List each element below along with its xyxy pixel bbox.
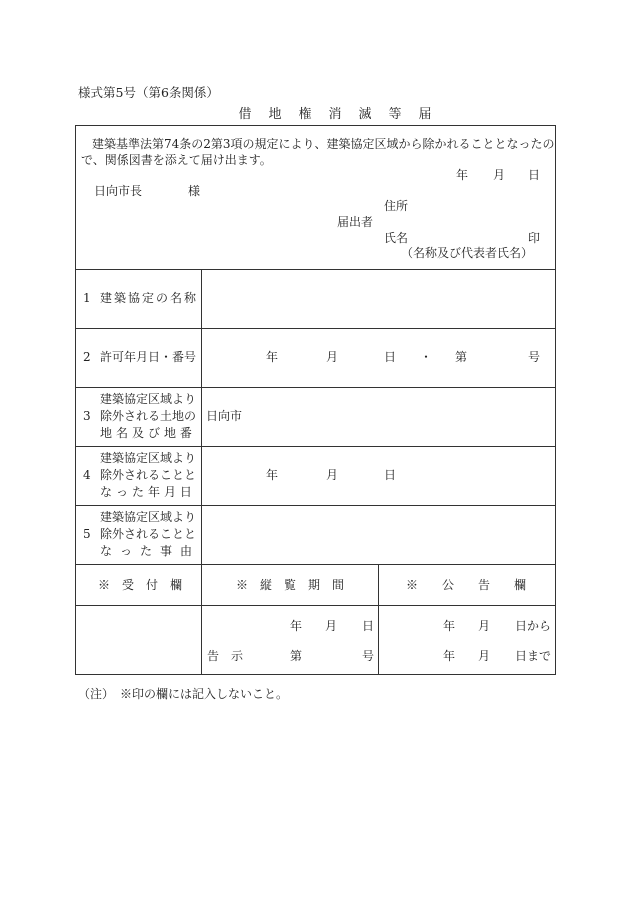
row-label: 許可年月日・番号 bbox=[100, 350, 197, 364]
date-month: 月 bbox=[493, 168, 506, 182]
address-label: 住所 bbox=[384, 199, 409, 213]
title-char: 消 bbox=[328, 107, 342, 122]
title-char: 権 bbox=[298, 107, 312, 122]
publish-month-until: 月 bbox=[478, 649, 491, 663]
row-label-line bbox=[100, 543, 192, 560]
date-day: 日 bbox=[528, 168, 541, 182]
row-label-line bbox=[100, 484, 192, 501]
row-divider bbox=[76, 269, 555, 270]
label-char: っ bbox=[115, 485, 128, 499]
row-label bbox=[100, 450, 196, 501]
row-divider bbox=[76, 328, 555, 329]
publish-month-from: 月 bbox=[478, 619, 491, 633]
inspection-header: ※ 縦 覧 期 間 bbox=[236, 578, 345, 592]
notice-header: ※ 公 告 欄 bbox=[406, 578, 527, 592]
label-char: 地 bbox=[100, 426, 113, 440]
inspection-day: 日 bbox=[362, 619, 375, 633]
label-char: 地 bbox=[163, 426, 176, 440]
permit-month: 月 bbox=[326, 350, 339, 364]
row-divider bbox=[76, 505, 555, 506]
row-divider bbox=[76, 387, 555, 388]
removal-year: 年 bbox=[266, 468, 279, 482]
publish-from: 日から bbox=[515, 619, 552, 633]
row-label-line bbox=[100, 425, 192, 442]
label-char: 事 bbox=[159, 544, 172, 558]
permit-go: 号 bbox=[528, 350, 541, 364]
label-char: 番 bbox=[179, 426, 192, 440]
label-char: た bbox=[131, 485, 144, 499]
inspection-month: 月 bbox=[325, 619, 338, 633]
row-number: 3 bbox=[83, 409, 91, 423]
form-title bbox=[230, 103, 440, 122]
seal-mark: 印 bbox=[528, 231, 541, 245]
publish-year-until: 年 bbox=[443, 649, 456, 663]
inspection-year: 年 bbox=[290, 619, 303, 633]
publish-year-from: 年 bbox=[443, 619, 456, 633]
label-char: た bbox=[139, 544, 152, 558]
label-char: び bbox=[147, 426, 160, 440]
label-char: 名 bbox=[115, 426, 128, 440]
row-divider bbox=[76, 564, 555, 565]
row-number: 5 bbox=[83, 527, 91, 541]
receipt-header: ※ 受 付 欄 bbox=[98, 578, 183, 592]
row-label-line: 建築協定区域より bbox=[100, 451, 197, 465]
label-char: 及 bbox=[131, 426, 144, 440]
row-label-line: 除外されることと bbox=[100, 468, 197, 482]
form-frame bbox=[75, 125, 556, 675]
date-year: 年 bbox=[456, 168, 469, 182]
title-char: 借 bbox=[238, 107, 252, 122]
row-label bbox=[100, 509, 196, 560]
removal-month: 月 bbox=[326, 468, 339, 482]
row-number: 2 bbox=[83, 350, 91, 364]
honorific: 様 bbox=[188, 184, 201, 198]
row-label bbox=[100, 391, 196, 442]
row-label: 建築協定の名称 bbox=[100, 291, 199, 305]
row-divider bbox=[76, 446, 555, 447]
statement-line1: 建築基準法第74条の2第3項の規定により、建築協定区域から除かれることとなったの bbox=[92, 137, 555, 151]
label-char: 年 bbox=[147, 485, 160, 499]
notice-go: 号 bbox=[362, 649, 375, 663]
form-code: 様式第5号（第6条関係） bbox=[78, 85, 219, 100]
removal-day: 日 bbox=[384, 468, 397, 482]
row-label-line: 建築協定区域より bbox=[100, 510, 197, 524]
row-number: 4 bbox=[83, 468, 91, 482]
permit-day: 日 bbox=[384, 350, 397, 364]
permit-dai: 第 bbox=[455, 350, 468, 364]
label-char: な bbox=[100, 544, 113, 558]
title-char: 地 bbox=[268, 107, 282, 122]
applicant-label: 届出者 bbox=[337, 215, 374, 229]
notice-label: 告 示 bbox=[207, 649, 244, 663]
publish-until: 日まで bbox=[515, 649, 552, 663]
label-char: な bbox=[100, 485, 113, 499]
name-note: （名称及び代表者氏名） bbox=[401, 246, 534, 260]
row-label-line: 除外されることと bbox=[100, 527, 197, 541]
name-label: 氏名 bbox=[384, 231, 409, 245]
row-divider bbox=[76, 605, 555, 606]
row-number: 1 bbox=[83, 291, 91, 305]
column-divider bbox=[378, 564, 379, 675]
footnote: （注） ※印の欄には記入しないこと。 bbox=[78, 687, 289, 701]
row-label-line: 除外される土地の bbox=[100, 409, 197, 423]
title-char: 等 bbox=[388, 107, 402, 122]
permit-dot: ・ bbox=[420, 350, 433, 364]
notice-dai: 第 bbox=[290, 649, 303, 663]
statement-line2: で、関係図書を添えて届け出ます。 bbox=[81, 153, 272, 167]
permit-year: 年 bbox=[266, 350, 279, 364]
label-char: 由 bbox=[179, 544, 192, 558]
title-char: 届 bbox=[418, 107, 432, 122]
row-label-line: 建築協定区域より bbox=[100, 392, 197, 406]
label-char: 月 bbox=[163, 485, 176, 499]
land-value: 日向市 bbox=[206, 409, 243, 423]
column-divider bbox=[201, 269, 202, 675]
title-char: 滅 bbox=[358, 107, 372, 122]
addressee: 日向市長 bbox=[94, 184, 143, 198]
label-char: っ bbox=[119, 544, 132, 558]
label-char: 日 bbox=[179, 485, 192, 499]
